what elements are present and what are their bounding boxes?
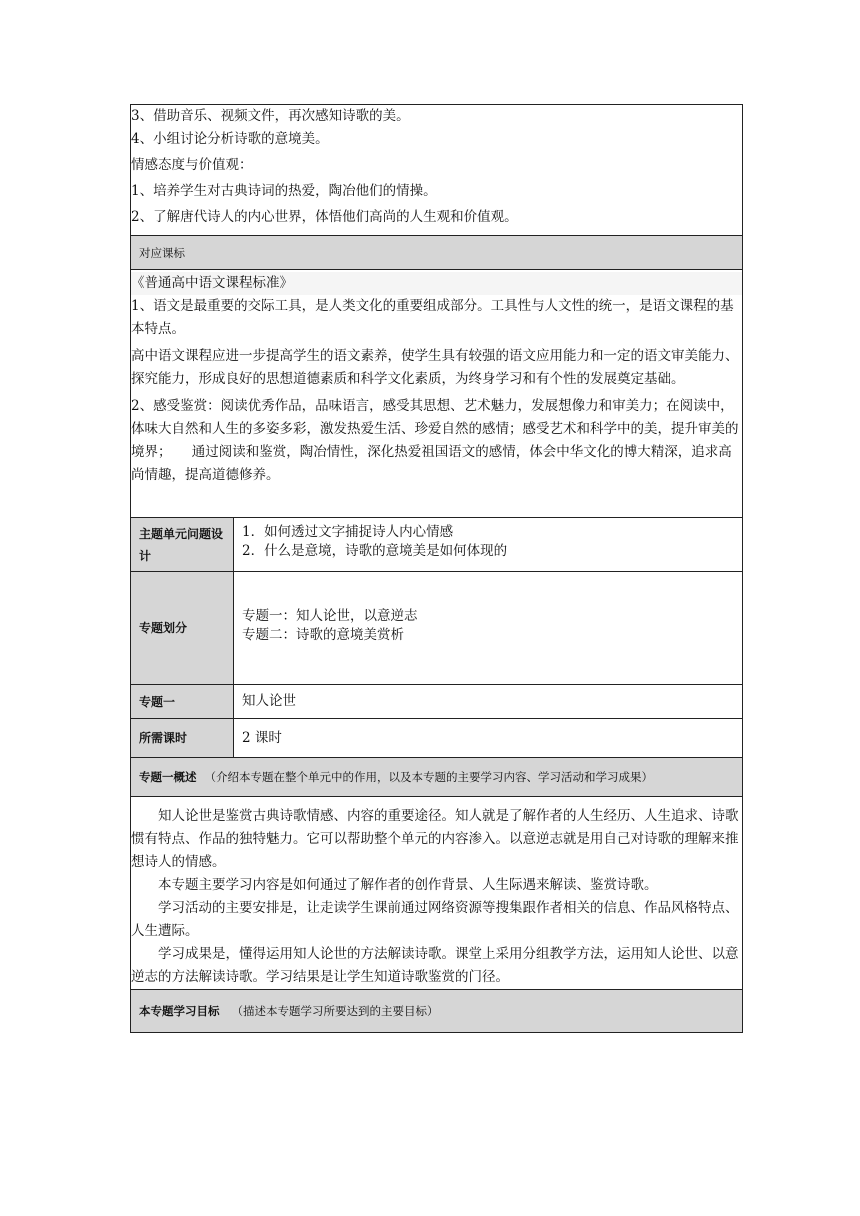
goals-header-label: 本专题学习目标	[139, 1004, 220, 1018]
overview-paragraph: 学习成果是，懂得运用知人论世的方法解读诗歌。课堂上采用分组教学方法，运用知人论世、以意逆志的方法解读诗歌。学习结果是让学生知道诗歌鉴赏的门径。	[131, 946, 739, 985]
curriculum-title: 《普通高中语文课程标准》	[131, 272, 742, 295]
goals-header	[131, 990, 743, 1033]
curriculum-cell	[131, 270, 743, 518]
objective-line: 4、小组讨论分析诗歌的意境美。	[131, 131, 329, 147]
hours-label: 所需课时	[131, 719, 234, 758]
topic-one-value: 知人论世	[234, 685, 743, 719]
topic-item: 专题一：知人论世，以意逆志	[242, 608, 418, 624]
unit-question: 1．如何透过文字捕捉诗人内心情感	[242, 524, 454, 540]
unit-questions-label: 主题单元问题设计	[131, 518, 234, 572]
objective-line: 2、了解唐代诗人的内心世界，体悟他们高尚的人生观和价值观。	[131, 209, 518, 225]
overview-paragraph: 本专题主要学习内容是如何通过了解作者的创作背景、人生际遇来解读、鉴赏诗歌。	[158, 877, 658, 893]
topics-label: 专题划分	[131, 572, 234, 685]
overview-paragraph: 知人论世是鉴赏古典诗歌情感、内容的重要途径。知人就是了解作者的人生经历、人生追求、诗歌惯有特点、作品的独特魅力。它可以帮助整个单元的内容渗入。以意逆志就是用自己对诗歌的理解来推想诗人的情感。	[131, 808, 739, 870]
overview-header-label: 专题一概述	[139, 770, 197, 784]
curriculum-paragraph: 1、语文是最重要的交际工具，是人类文化的重要组成部分。工具性与人文性的统一，是语文课程的基本特点。	[131, 298, 734, 337]
overview-header	[131, 758, 743, 797]
overview-header-note: （介绍本专题在整个单元中的作用，以及本专题的主要学习内容、学习活动和学习成果）	[204, 770, 653, 784]
curriculum-paragraph: 2、感受鉴赏：阅读优秀作品，品味语言，感受其思想、艺术魅力，发展想像力和审美力；在阅读中，体味大自然和人生的多姿多彩，激发热爱生活、珍爱自然的感情；感受艺术和科学中的美，提升审美的境界； 通过阅读和鉴赏，陶冶情性，深化热爱祖国语文的感情，体会中华文化的博大精深，追求高尚情趣，提高道德修养。	[131, 398, 739, 483]
topics-cell	[234, 572, 743, 685]
lesson-plan-table	[130, 104, 743, 1033]
overview-cell	[131, 797, 743, 990]
topic-item: 专题二：诗歌的意境美赏析	[242, 627, 404, 643]
overview-paragraph: 学习活动的主要安排是，让走读学生课前通过网络资源等搜集跟作者相关的信息、作品风格特点、人生遭际。	[131, 900, 739, 939]
hours-value: 2 课时	[234, 719, 743, 758]
curriculum-header: 对应课标	[131, 236, 743, 270]
unit-question: 2．什么是意境，诗歌的意境美是如何体现的	[242, 543, 508, 559]
objective-line: 情感态度与价值观：	[131, 157, 253, 173]
goals-header-note: （描述本专题学习所要达到的主要目标）	[231, 1004, 439, 1018]
unit-questions-cell	[234, 518, 743, 572]
topic-one-label: 专题一	[131, 685, 234, 719]
objective-line: 1、培养学生对古典诗词的热爱，陶冶他们的情操。	[131, 183, 437, 199]
curriculum-paragraph: 高中语文课程应进一步提高学生的语文素养，使学生具有较强的语文应用能力和一定的语文审美能力、探究能力，形成良好的思想道德素质和科学文化素质，为终身学习和有个性的发展奠定基础。	[131, 348, 739, 387]
objectives-continued-cell	[131, 105, 743, 236]
objective-line: 3、借助音乐、视频文件，再次感知诗歌的美。	[131, 108, 410, 124]
